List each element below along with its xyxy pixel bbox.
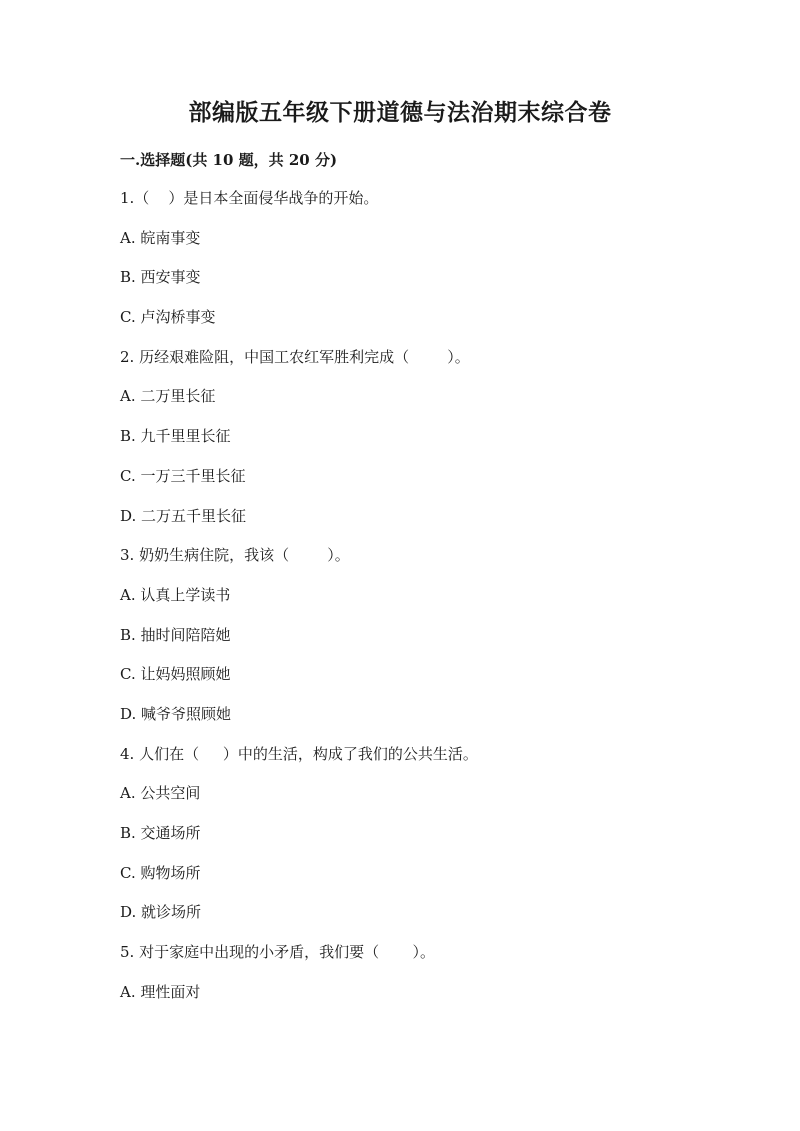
option-line: B. 抽时间陪陪她 <box>120 625 231 644</box>
option-line: A. 认真上学读书 <box>120 585 231 604</box>
option-line: A. 皖南事变 <box>120 228 201 247</box>
option-line: C. 一万三千里长征 <box>120 466 246 485</box>
option-line: A. 理性面对 <box>120 982 201 1001</box>
question-line: 5. 对于家庭中出现的小矛盾，我们要（ ）。 <box>120 943 435 962</box>
page-title: 部编版五年级下册道德与法治期末综合卷 <box>188 99 612 126</box>
section-heading: 一.选择题(共 10 题，共 20 分) <box>120 151 338 169</box>
question-line: 2. 历经艰难险阻，中国工农红军胜利完成（ ）。 <box>120 347 470 366</box>
option-line: D. 喊爷爷照顾她 <box>120 704 232 723</box>
question-line: 1.（ ）是日本全面侵华战争的开始。 <box>120 189 379 207</box>
question-list <box>120 186 720 1019</box>
option-line: B. 西安事变 <box>120 268 201 287</box>
option-line: D. 就诊场所 <box>120 903 202 922</box>
option-line: C. 让妈妈照顾她 <box>120 665 231 684</box>
question-line: 4. 人们在（ ）中的生活，构成了我们的公共生活。 <box>120 744 478 763</box>
option-line: D. 二万五千里长征 <box>120 506 247 525</box>
question-line: 3. 奶奶生病住院，我该（ ）。 <box>120 546 350 565</box>
option-line: A. 公共空间 <box>120 784 201 803</box>
option-line: C. 购物场所 <box>120 863 201 882</box>
option-line: A. 二万里长征 <box>120 387 216 406</box>
option-line: B. 九千里里长征 <box>120 427 231 446</box>
option-line: B. 交通场所 <box>120 824 201 842</box>
option-line: C. 卢沟桥事变 <box>120 308 216 327</box>
